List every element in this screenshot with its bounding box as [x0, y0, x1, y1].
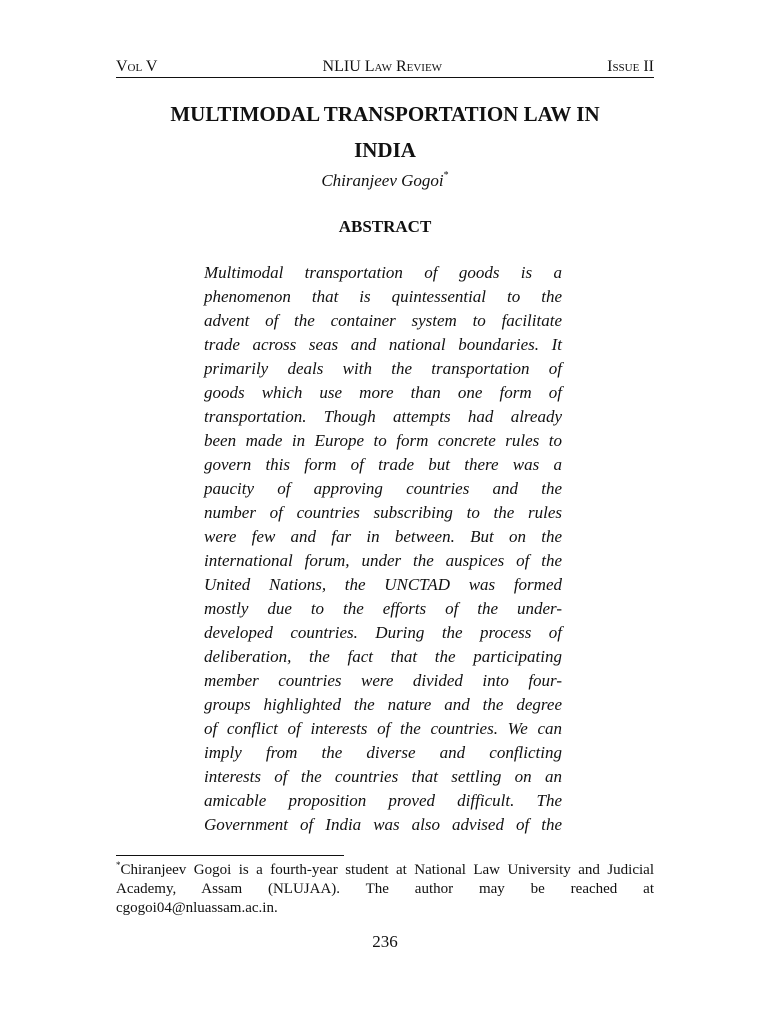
footnote-text-1: Chiranjeev Gogoi is a fourth-year student at National Law University and Judicial	[120, 862, 654, 878]
abstract-line: deliberation, the fact that the participating	[204, 647, 562, 666]
abstract-line: goods which use more than one form of	[204, 383, 562, 402]
abstract-line: member countries were divided into four-	[204, 671, 562, 690]
abstract-line: imply from the diverse and conflicting	[204, 743, 562, 762]
abstract-line: primarily deals with the transportation of	[204, 359, 562, 378]
abstract-line: mostly due to the efforts of the under-	[204, 599, 562, 618]
volume-label: Vol V	[116, 58, 158, 75]
abstract-line: advent of the container system to facilitate	[204, 311, 562, 330]
issue-label: Issue II	[607, 58, 654, 75]
abstract-line: United Nations, the UNCTAD was formed	[204, 575, 562, 594]
author-byline	[116, 169, 654, 193]
header-rule	[116, 77, 654, 78]
footnote-rule	[116, 855, 344, 856]
abstract-line: international forum, under the auspices of the	[204, 551, 562, 570]
abstract-line: been made in Europe to form concrete rules to	[204, 431, 562, 450]
footnote-marker: *	[116, 860, 121, 870]
abstract-line: amicable proposition proved difficult. The	[204, 791, 562, 810]
article-title	[116, 96, 654, 168]
author-footnote-marker: *	[443, 170, 449, 181]
abstract-heading: ABSTRACT	[338, 217, 432, 236]
abstract-line: phenomenon that is quintessential to the	[204, 287, 562, 306]
abstract-body	[204, 261, 562, 837]
page-number: 236	[372, 932, 398, 951]
abstract-line: govern this form of trade but there was a	[204, 455, 562, 474]
footnote-line: Academy, Assam (NLUJAA). The author may be reached at	[116, 881, 654, 897]
footnote-line	[116, 861, 654, 880]
footnote-line: cgogoi04@nluassam.ac.in.	[116, 900, 278, 916]
abstract-line: number of countries subscribing to the rules	[204, 503, 562, 522]
abstract-line: Government of India was also advised of the	[204, 815, 562, 834]
abstract-line: were few and far in between. But on the	[204, 527, 562, 546]
abstract-line: of conflict of interests of the countries. We can	[204, 719, 562, 738]
journal-name: NLIU Law Review	[322, 58, 443, 75]
author-name: Chiranjeev Gogoi	[321, 171, 444, 190]
abstract-line: Multimodal transportation of goods is a	[204, 263, 562, 282]
title-line-2: INDIA	[354, 138, 416, 162]
footnote	[116, 861, 654, 918]
abstract-line: interests of the countries that settling on an	[204, 767, 562, 786]
abstract-line: developed countries. During the process of	[204, 623, 562, 642]
abstract-line: groups highlighted the nature and the degree	[204, 695, 562, 714]
abstract-line: trade across seas and national boundaries. It	[204, 335, 562, 354]
abstract-line: paucity of approving countries and the	[204, 479, 562, 498]
title-line-1: MULTIMODAL TRANSPORTATION LAW IN	[170, 102, 600, 126]
running-header	[116, 53, 654, 77]
abstract-line: transportation. Though attempts had already	[204, 407, 562, 426]
